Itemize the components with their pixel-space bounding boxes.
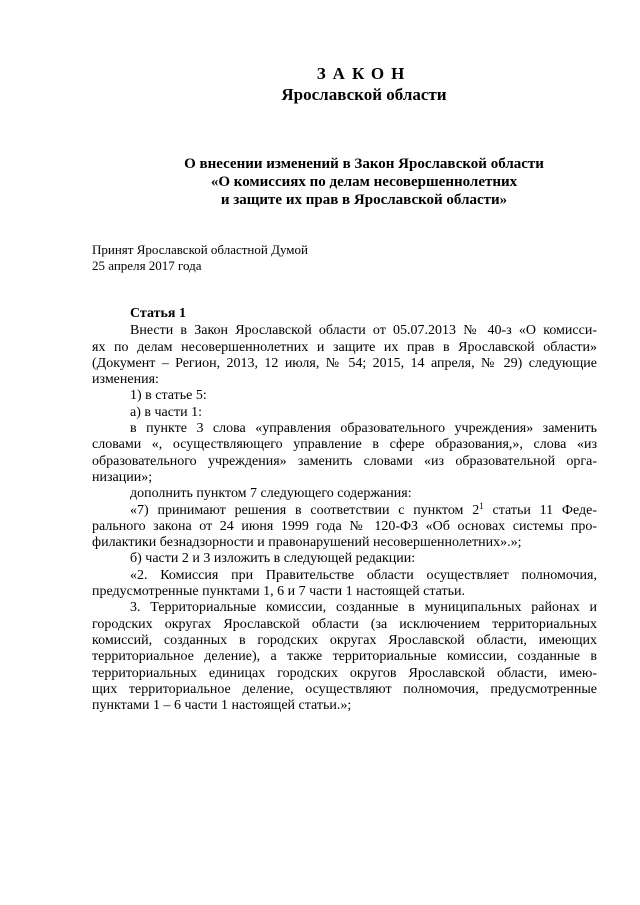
- paragraph-part-3: [92, 600, 597, 714]
- article-body: [92, 306, 597, 714]
- adoption-body: Принят Ярославской областной Думой: [92, 242, 308, 257]
- text-line: дополнить пунктом 7 следующего содержания:: [130, 486, 412, 502]
- text-line: (Документ – Регион, 2013, 12 июля, № 54; 2015, 14 апреля, № 29) следующие: [92, 355, 597, 371]
- paragraph-item-3: [92, 421, 597, 486]
- region-heading: Ярославской области: [281, 85, 447, 104]
- text-line: а) в части 1:: [130, 404, 202, 420]
- article-title: Статья 1: [130, 306, 186, 321]
- text-line: Внести в Закон Ярославской области от 05.07.2013 № 40-з «О комисси-: [130, 323, 597, 339]
- text-line: предусмотренные пунктами 1, 6 и 7 части 1 настоящей статьи.: [92, 584, 466, 600]
- text-line: «2. Комиссия при Правительстве области осуществляет полномочия,: [130, 567, 597, 583]
- superscript: 1: [479, 500, 484, 511]
- text-line: изменения:: [92, 372, 159, 388]
- text-line: низации»;: [92, 469, 153, 485]
- text-line: б) части 2 и 3 изложить в следующей редакции:: [130, 551, 416, 567]
- subtitle-line-2: «О комиссиях по делам несовершеннолетних: [210, 174, 518, 190]
- adoption-info: [92, 242, 308, 274]
- text-line: в пункте 3 слова «управления образовательного учреждения» заменить: [130, 421, 597, 437]
- text-line: территориальных единицах городских округов Ярославской области, имею-: [92, 665, 597, 681]
- text-line: городских округах Ярославской области (за исключением территориальных: [92, 616, 597, 632]
- text-fragment: статьи 11 Феде-: [483, 502, 597, 518]
- text-fragment: «7) принимают решения в соответствии с пунктом 2: [130, 502, 480, 518]
- text-line: пунктами 1 – 6 части 1 настоящей статьи.»;: [92, 698, 352, 714]
- subtitle-line-1: О внесении изменений в Закон Ярославской области: [184, 156, 544, 172]
- text-line: территориальное деление), а также территориальные комиссии, созданные в: [92, 649, 597, 665]
- text-line: комиссий, созданных в городских округах Ярославской области, имеющих: [92, 632, 597, 648]
- paragraph-item-7: [92, 500, 597, 552]
- paragraph-intro: [92, 323, 597, 388]
- text-line: образовательного учреждения» заменить словами «из образовательной орга-: [92, 453, 597, 469]
- text-line: [92, 500, 597, 519]
- law-subtitle: [90, 155, 638, 209]
- text-line: щих территориальное деление, осуществляют полномочия, предусмотренные: [92, 681, 597, 697]
- paragraph-part-2: [92, 568, 597, 601]
- text-line: ях по делам несовершеннолетних и защите их прав в Ярославской области»: [92, 339, 597, 355]
- text-line: рального закона от 24 июня 1999 года № 120-ФЗ «Об основах системы про-: [92, 518, 597, 534]
- text-line: 3. Территориальные комиссии, созданные в муниципальных районах и: [130, 600, 597, 616]
- text-line: словами «, осуществляющего управление в сфере образования,», слова «из: [92, 437, 597, 453]
- text-line: филактики безнадзорности и правонарушений несовершеннолетних».»;: [92, 535, 522, 551]
- text-line: 1) в статье 5:: [130, 388, 207, 404]
- document-type-heading: ЗАКОН: [316, 64, 412, 83]
- adoption-date: 25 апреля 2017 года: [92, 258, 202, 273]
- subtitle-line-3: и защите их прав в Ярославской области»: [220, 192, 508, 208]
